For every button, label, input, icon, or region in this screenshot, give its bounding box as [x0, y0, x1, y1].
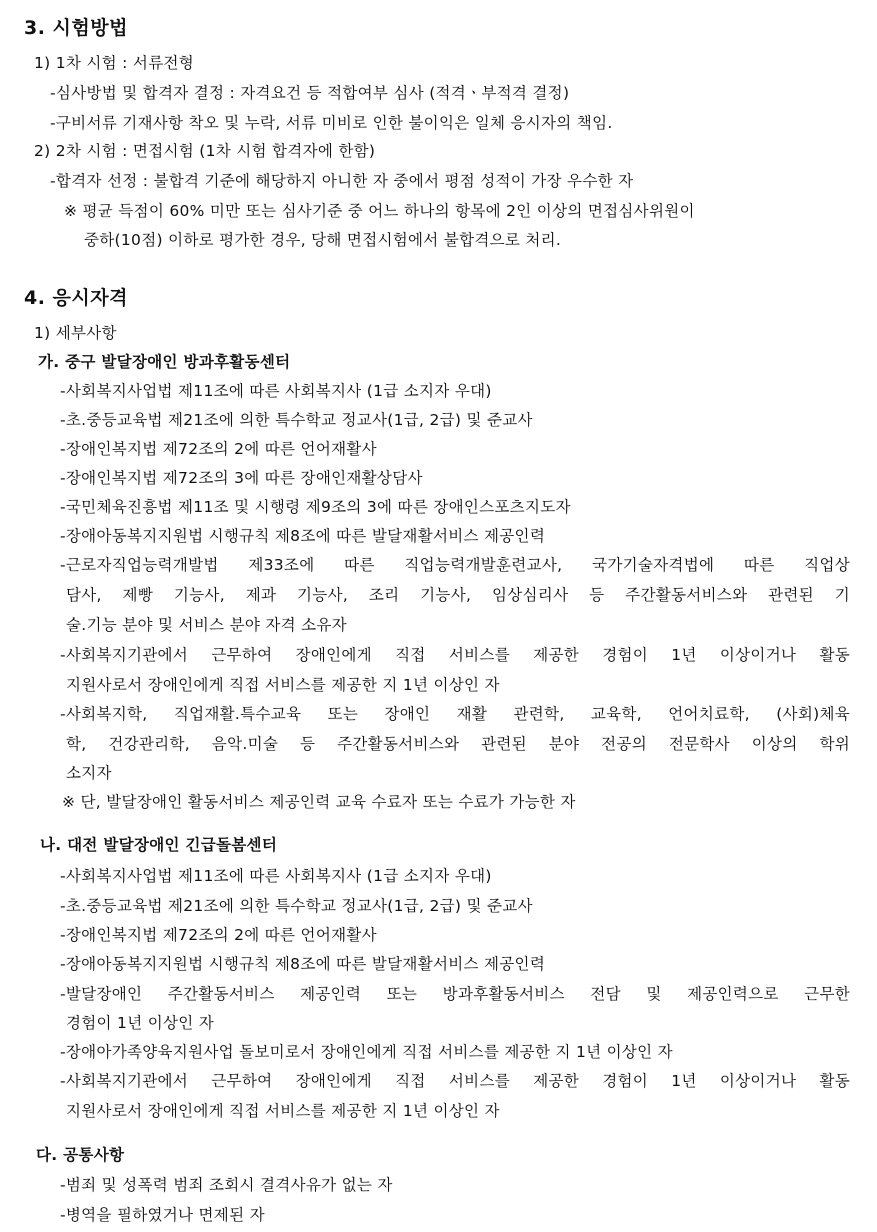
group-a-line: 학, 건강관리학, 음악.미술 등 주간활동서비스와 관련된 분야 전공의 전문학사 이상의 학위 [66, 735, 850, 753]
group-b-title: 나. 대전 발달장애인 긴급돌봄센터 [40, 836, 278, 854]
group-a-line: -장애인복지법 제72조의 2에 따른 언어재활사 [60, 440, 377, 458]
group-a-line: 담사, 제빵 기능사, 제과 기능사, 조리 기능사, 임상심리사 등 주간활동서비스와 관련된 기 [66, 586, 850, 604]
group-b-line: -사회복지사업법 제11조에 따른 사회복지사 (1급 소지자 우대) [60, 867, 492, 885]
group-a-line: 소지자 [66, 764, 112, 782]
section-4-heading: 4. 응시자격 [24, 287, 128, 309]
group-b-line: -장애아동복지지원법 시행규칙 제8조에 따른 발달재활서비스 제공인력 [60, 955, 546, 973]
group-b-line: -초.중등교육법 제21조에 의한 특수학교 정교사(1급, 2급) 및 준교사 [60, 897, 533, 915]
group-c-line: -병역을 필하였거나 면제된 자 [60, 1206, 265, 1224]
first-exam-title: 1) 1차 시험 : 서류전형 [34, 54, 195, 72]
section-3-heading: 3. 시험방법 [24, 17, 128, 39]
group-a-line: 지원사로서 장애인에게 직접 서비스를 제공한 지 1년 이상인 자 [66, 676, 500, 694]
group-a-note: ※ 단, 발달장애인 활동서비스 제공인력 교육 수료자 또는 수료가 가능한 자 [62, 793, 576, 811]
group-b-line: -사회복지기관에서 근무하여 장애인에게 직접 서비스를 제공한 경험이 1년 이상이거나 활동 [60, 1072, 850, 1090]
first-exam-item: -구비서류 기재사항 착오 및 누락, 서류 미비로 인한 불이익은 일체 응시자의 책임. [50, 114, 613, 132]
group-a-line: -장애인복지법 제72조의 3에 따른 장애인재활상담사 [60, 469, 423, 487]
group-a-line: -초.중등교육법 제21조에 의한 특수학교 정교사(1급, 2급) 및 준교사 [60, 411, 533, 429]
group-b-line: -발달장애인 주간활동서비스 제공인력 또는 방과후활동서비스 전담 및 제공인력으로 근무한 [60, 985, 850, 1003]
group-a-line: -장애아동복지지원법 시행규칙 제8조에 따른 발달재활서비스 제공인력 [60, 527, 546, 545]
group-b-line: 경험이 1년 이상인 자 [66, 1014, 215, 1032]
group-b-line: -장애아가족양육지원사업 돌보미로서 장애인에게 직접 서비스를 제공한 지 1년 이상인 자 [60, 1043, 673, 1061]
exam-note-line: ※ 평균 득점이 60% 미만 또는 심사기준 중 어느 하나의 항목에 2인 이상의 면접심사위원이 [64, 202, 695, 220]
first-exam-item: -심사방법 및 합격자 결정 : 자격요건 등 적합여부 심사 (적격ㆍ부적격 결정) [50, 84, 570, 102]
group-a-line: -사회복지기관에서 근무하여 장애인에게 직접 서비스를 제공한 경험이 1년 이상이거나 활동 [60, 646, 850, 664]
group-c-title: 다. 공통사항 [36, 1146, 125, 1164]
group-b-line: -장애인복지법 제72조의 2에 따른 언어재활사 [60, 926, 377, 944]
group-a-line: -사회복지사업법 제11조에 따른 사회복지사 (1급 소지자 우대) [60, 382, 492, 400]
group-a-title: 가. 중구 발달장애인 방과후활동센터 [38, 353, 291, 371]
exam-note-line: 중하(10점) 이하로 평가한 경우, 당해 면접시험에서 불합격으로 처리. [84, 231, 562, 249]
group-b-line: 지원사로서 장애인에게 직접 서비스를 제공한 지 1년 이상인 자 [66, 1102, 500, 1120]
section-4-subheading: 1) 세부사항 [34, 324, 117, 342]
group-c-line: -범죄 및 성폭력 범죄 조회시 결격사유가 없는 자 [60, 1176, 393, 1194]
group-a-line: -근로자직업능력개발법 제33조에 따른 직업능력개발훈련교사, 국가기술자격법에 따른 직업상 [60, 556, 850, 574]
second-exam-title: 2) 2차 시험 : 면접시험 (1차 시험 합격자에 한함) [34, 142, 376, 160]
second-exam-item: -합격자 선정 : 불합격 기준에 해당하지 아니한 자 중에서 평점 성적이 가장 우수한 자 [50, 172, 634, 190]
group-a-line: -사회복지학, 직업재활.특수교육 또는 장애인 재활 관련학, 교육학, 언어치료학, (사회)체육 [60, 705, 850, 723]
group-a-line: 술.기능 분야 및 서비스 분야 자격 소유자 [66, 616, 347, 634]
group-a-line: -국민체육진흥법 제11조 및 시행령 제9조의 3에 따른 장애인스포츠지도자 [60, 498, 571, 516]
